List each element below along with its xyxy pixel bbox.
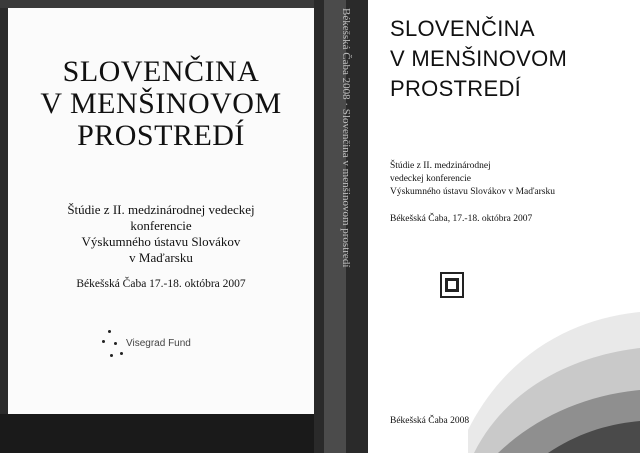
subtitle-line-2: konferencie [130,218,192,233]
logo-dot-icon [120,352,123,355]
logo-mark [448,281,456,289]
cover-place-date: Békešská Čaba, 17.-18. októbra 2007 [390,214,533,224]
front-cover [368,0,640,453]
cover-title-line-3: PROSTREDÍ [390,76,522,101]
scan-edge-bottom [0,414,360,453]
cover-title-line-1: SLOVENČINA [390,16,535,41]
title-page [8,8,314,414]
cover-footer: Békešská Čaba 2008 [390,416,470,426]
institute-logo-icon [440,272,464,298]
title-line-2: V MENŠINOVOM [40,87,282,120]
title-line-1: SLOVENČINA [62,55,260,88]
visegrad-fund-logo [100,328,210,362]
subtitle-line-4: v Maďarsku [129,250,193,265]
logo-dot-icon [108,330,111,333]
visegrad-fund-text: Visegrad Fund [126,338,191,349]
subtitle-line-3: Výskumného ústavu Slovákov [81,234,241,249]
cover-title-line-2: V MENŠINOVOM [390,46,568,71]
spine-text: Békešská Čaba 2008 · Slovenčina v menšinovom prostredí [340,8,352,268]
decorative-arcs-graphic [468,290,640,453]
cover-subtitle-line-1: Štúdie z II. medzinárodnej [390,161,491,171]
book-spine [314,0,368,453]
place-date: Békešská Čaba 17.-18. októbra 2007 [76,278,246,290]
logo-dot-icon [114,342,117,345]
title-line-3: PROSTREDÍ [77,119,245,152]
cover-subtitle-line-2: vedeckej konferencie [390,174,471,184]
logo-dot-icon [110,354,113,357]
cover-subtitle-line-3: Výskumného ústavu Slovákov v Maďarsku [390,187,555,197]
subtitle-line-1: Štúdie z II. medzinárodnej vedeckej [67,202,255,217]
logo-dot-icon [102,340,105,343]
scan-edge-top [0,0,316,8]
scan-edge-left [0,0,8,453]
